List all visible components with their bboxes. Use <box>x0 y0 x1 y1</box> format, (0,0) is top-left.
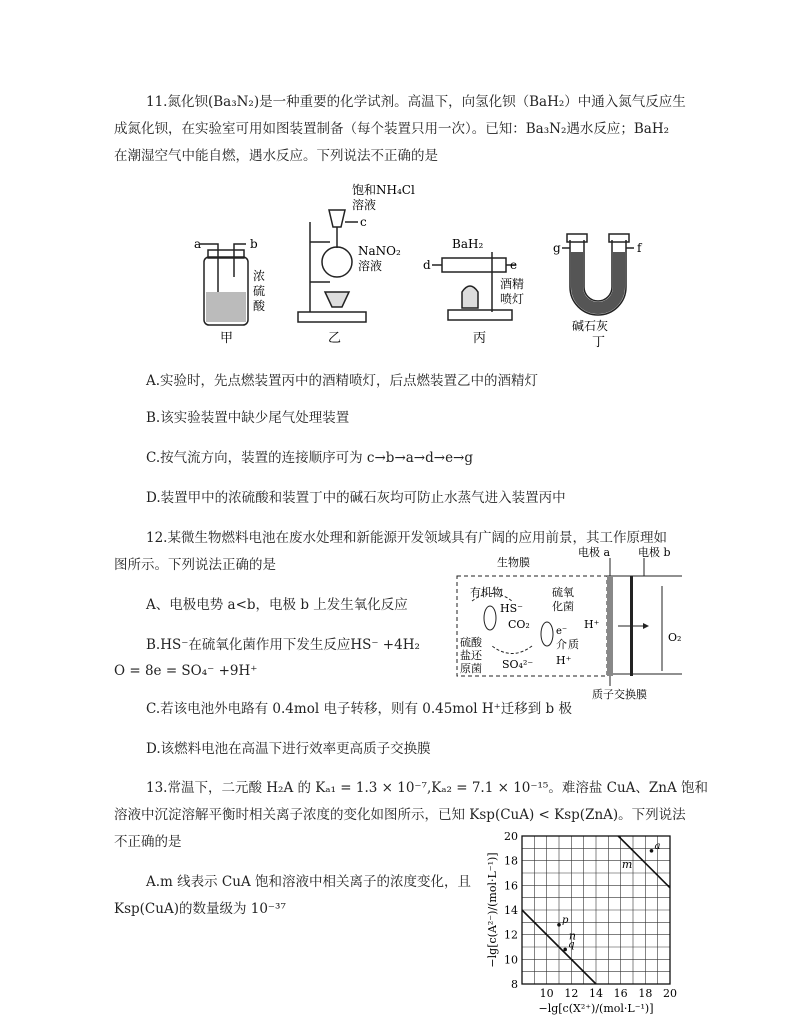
q13-stem-line3: 不正确的是 <box>114 834 182 850</box>
q13-stem-line1: 13.常温下，二元酸 H₂A 的 Kₐ₁ = 1.3 × 10⁻⁷,Kₐ₂ = 7.1 × 10⁻¹⁵。难溶盐 CuA、ZnA 饱和 <box>146 780 709 796</box>
solubility-chart <box>470 826 690 1026</box>
x-tick-label: 10 <box>539 987 554 1000</box>
q12-option-b-line2: O = 8e = SO₄⁻ +9H⁺ <box>114 663 258 679</box>
label-b: b <box>250 237 258 251</box>
label-h2so4-3: 酸 <box>253 299 266 313</box>
label-electrode-b: 电极 b <box>638 546 671 559</box>
label-e: e <box>510 258 518 272</box>
label-biofilm: 生物膜 <box>497 556 530 569</box>
label-srb-1: 硫酸 <box>460 636 482 649</box>
q11-stem-line2: 成氮化钡，在实验室可用如图装置制备（每个装置只用一次）。已知：Ba₃N₂遇水反应；BaH₂ <box>114 121 670 137</box>
label-so4: SO₄²⁻ <box>502 658 534 671</box>
q11-option-d: D.装置甲中的浓硫酸和装置丁中的碱石灰均可防止水蒸气进入装置丙中 <box>146 490 566 506</box>
label-h2so4-1: 浓 <box>253 269 266 283</box>
label-nh4cl-1: 饱和NH₄Cl <box>352 183 415 197</box>
x-tick-label: 14 <box>589 987 603 1000</box>
y-tick-label: 20 <box>504 830 518 843</box>
q12-stem-line2: 图所示。下列说法正确的是 <box>114 557 276 573</box>
label-f: f <box>637 241 642 255</box>
point-label-q: q <box>568 939 575 951</box>
label-g: g <box>553 241 561 255</box>
label-hs: HS⁻ <box>500 602 523 615</box>
fuel-cell-figure <box>452 546 692 700</box>
q13-stem-line2: 溶液中沉淀溶解平衡时相关离子浓度的变化如图所示，已知 Ksp(CuA) < Ksp(ZnA)。下列说法 <box>114 807 686 823</box>
point-label-p: p <box>562 914 569 926</box>
q13-option-a-line1: A.m 线表示 CuA 饱和溶液中相关离子的浓度变化，且 <box>146 874 471 890</box>
label-lamp-2: 喷灯 <box>500 292 525 306</box>
q12-option-c: C.若该电池外电路有 0.4mol 电子转移，则有 0.45mol H⁺迁移到 b 极 <box>146 701 572 717</box>
series-label-m: m <box>621 858 633 872</box>
label-sox-1: 硫氧 <box>552 586 574 599</box>
q12-option-a: A、电极电势 a<b，电极 b 上发生氧化反应 <box>146 597 408 613</box>
x-tick-label: 12 <box>564 987 579 1000</box>
x-tick-label: 16 <box>613 987 628 1000</box>
label-medium-1: 介 <box>556 638 567 651</box>
label-a: a <box>194 237 202 251</box>
apparatus-figure <box>180 182 650 352</box>
label-medium-2: 质 <box>568 638 579 651</box>
label-d: d <box>423 258 431 272</box>
x-tick-label: 20 <box>663 987 677 1000</box>
point-a <box>650 849 654 853</box>
label-bah2: BaH₂ <box>452 237 484 251</box>
label-ding: 丁 <box>592 335 606 350</box>
label-srb-2: 盐还 <box>460 649 482 662</box>
label-co2: CO₂ <box>508 618 530 631</box>
point-q <box>563 948 567 952</box>
label-membrane: 质子交换膜 <box>592 688 647 700</box>
label-srb-3: 原菌 <box>460 662 482 675</box>
x-axis-label: −lg[c(X²⁺)/(mol·L⁻¹)] <box>538 1002 654 1015</box>
q11-option-b: B.该实验装置中缺少尾气处理装置 <box>146 410 350 426</box>
label-organic: 有机物 <box>470 586 503 599</box>
series-label-n: n <box>568 929 576 943</box>
q11-stem-line3: 在潮湿空气中能自燃，遇水反应。下列说法不正确的是 <box>114 148 438 164</box>
q12-option-b-line1: B.HS⁻在硫氧化菌作用下发生反应HS⁻ +4H₂ <box>146 637 420 653</box>
label-lamp-1: 酒精 <box>500 277 525 291</box>
label-nh4cl-2: 溶液 <box>352 198 377 212</box>
y-tick-label: 14 <box>504 904 518 917</box>
label-o2: O₂ <box>668 631 682 644</box>
label-sox-2: 化菌 <box>552 600 574 613</box>
label-electron: e⁻ <box>556 626 568 637</box>
apparatus-ding <box>562 234 634 315</box>
label-bing: 丙 <box>473 331 487 346</box>
apparatus-jia <box>200 244 248 325</box>
y-axis-label: −lg[c(A²⁻)/(mol·L⁻¹)] <box>486 852 499 968</box>
y-tick-label: 8 <box>511 978 518 991</box>
label-yi: 乙 <box>328 331 342 346</box>
point-p <box>557 923 561 927</box>
q11-stem-line1: 11.氮化钡(Ba₃N₂)是一种重要的化学试剂。高温下，向氢化钡（BaH₂）中通入氮气反应生 <box>146 94 686 110</box>
q12-option-d: D.该燃料电池在高温下进行效率更高质子交换膜 <box>146 741 431 757</box>
label-electrode-a: 电极 a <box>578 546 611 559</box>
x-tick-label: 18 <box>638 987 653 1000</box>
label-c: c <box>360 215 367 229</box>
q12-stem-line1: 12.某微生物燃料电池在废水处理和新能源开发领域具有广阔的应用前景，其工作原理如 <box>146 530 667 546</box>
label-sodalime: 碱石灰 <box>572 319 609 333</box>
label-nano2-1: NaNO₂ <box>358 244 401 258</box>
label-hplus-1: H⁺ <box>584 618 600 631</box>
point-label-a: a <box>654 840 661 852</box>
q11-option-a: A.实验时，先点燃装置丙中的酒精喷灯，后点燃装置乙中的酒精灯 <box>146 373 539 389</box>
label-hplus-2: H⁺ <box>556 654 572 667</box>
y-tick-label: 12 <box>504 928 518 942</box>
y-tick-label: 18 <box>504 854 518 868</box>
q11-option-c: C.按气流方向，装置的连接顺序可为 c→b→a→d→e→g <box>146 450 474 466</box>
label-nano2-2: 溶液 <box>358 259 383 273</box>
apparatus-yi <box>298 210 366 322</box>
y-tick-label: 16 <box>504 879 518 893</box>
y-tick-label: 10 <box>504 953 518 967</box>
label-jia: 甲 <box>220 331 234 346</box>
q13-option-a-line2: Ksp(CuA)的数量级为 10⁻³⁷ <box>114 901 286 917</box>
label-h2so4-2: 硫 <box>253 284 266 298</box>
